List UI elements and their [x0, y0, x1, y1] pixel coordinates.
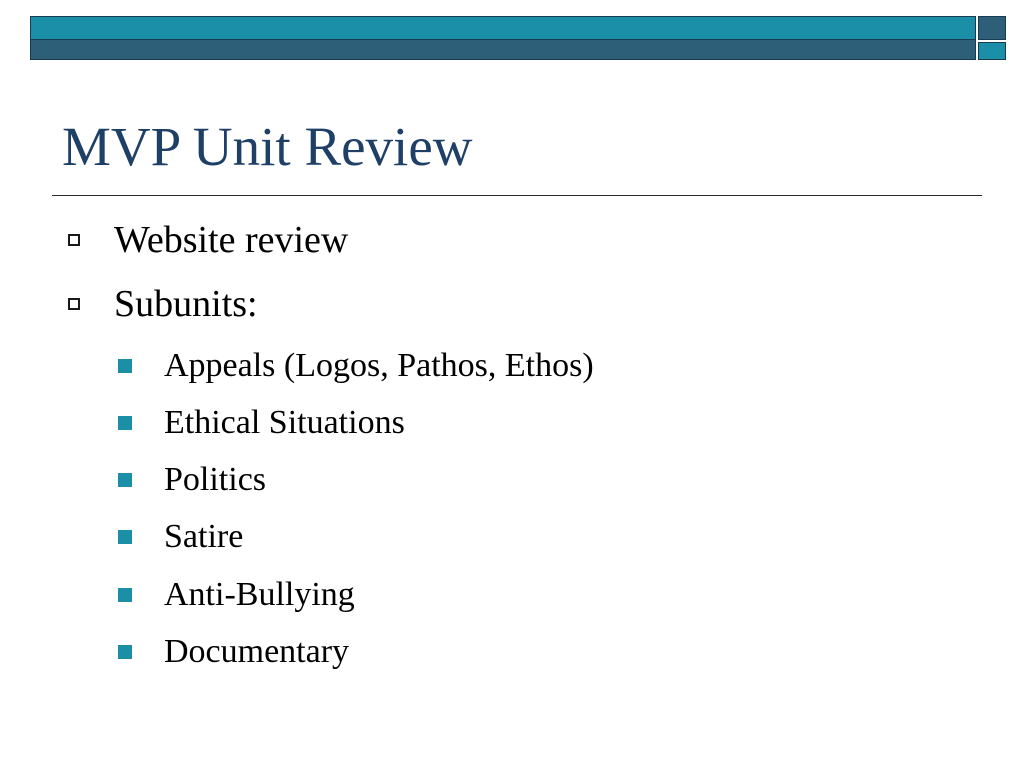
subbullet-text: Politics [164, 461, 267, 498]
subbullet-text: Satire [164, 518, 244, 555]
subbullet-item [118, 403, 405, 443]
hollow-square-bullet-icon [68, 234, 80, 246]
subbullet-item [118, 517, 243, 557]
bullet-item [60, 216, 348, 264]
subbullet-text: Anti-Bullying [164, 576, 355, 613]
filled-square-bullet-icon [118, 473, 132, 487]
filled-square-bullet-icon [118, 645, 132, 659]
subbullet-text: Documentary [164, 633, 350, 670]
header-square-top [978, 16, 1006, 40]
header-bar-bottom [30, 40, 976, 60]
subbullet-item [118, 575, 355, 615]
bullet-item [60, 280, 258, 328]
filled-square-bullet-icon [118, 359, 132, 373]
filled-square-bullet-icon [118, 530, 132, 544]
bullet-text: Subunits: [114, 283, 258, 325]
hollow-square-bullet-icon [68, 298, 80, 310]
header-decoration-bar [30, 16, 1006, 60]
subbullet-text: Appeals (Logos, Pathos, Ethos) [164, 347, 594, 384]
header-square-bottom [978, 42, 1006, 60]
header-bar-top [30, 16, 976, 40]
filled-square-bullet-icon [118, 588, 132, 602]
subbullet-item [118, 632, 349, 672]
subbullet-text: Ethical Situations [164, 404, 405, 441]
filled-square-bullet-icon [118, 416, 132, 430]
bullet-text: Website review [114, 219, 349, 261]
title-divider [52, 195, 982, 196]
subbullet-item [118, 346, 594, 386]
slide-title: MVP Unit Review [62, 116, 473, 177]
subbullet-item [118, 460, 266, 500]
